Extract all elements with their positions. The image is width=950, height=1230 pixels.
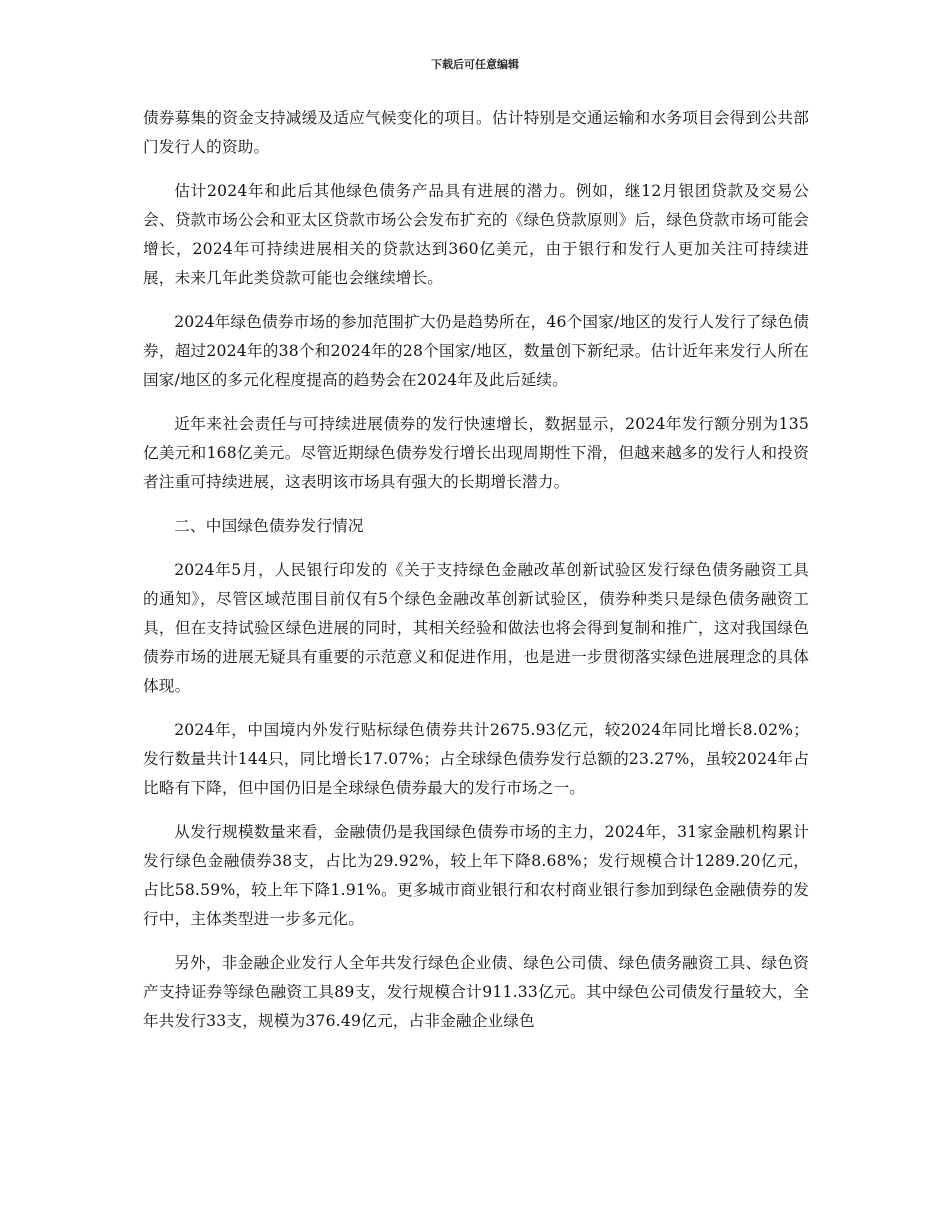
paragraph-1: 债券募集的资金支持减缓及适应气候变化的项目。估计特别是交通运输和水务项目会得到公共部门发行人的资助。 bbox=[143, 109, 809, 156]
paragraph-4: 近年来社会责任与可持续进展债券的发行快速增长，数据显示，2024年发行额分别为135亿美元和168亿美元。尽管近期绿色债券发行增长出现周期性下滑，但越来越多的发行人和投资者注重可持续进展，这表明该市场具有强大的长期增长潜力。 bbox=[143, 415, 809, 491]
paragraph-3: 2024年绿色债券市场的参加范围扩大仍是趋势所在，46个国家/地区的发行人发行了绿色债券，超过2024年的38个和2024年的28个国家/地区，数量创下新纪录。估计近年来发行人所在国家/地区的多元化程度提高的趋势会在2024年及此后延续。 bbox=[143, 313, 809, 389]
paragraph-2: 估计2024年和此后其他绿色债务产品具有进展的潜力。例如，继12月银团贷款及交易公会、贷款市场公会和亚太区贷款市场公会发布扩充的《绿色贷款原则》后，绿色贷款市场可能会增长，2024年可持续进展相关的贷款达到360亿美元，由于银行和发行人更加关注可持续进展，未来几年此类贷款可能也会继续增长。 bbox=[143, 182, 809, 287]
document-body bbox=[143, 104, 809, 1051]
paragraph-7: 从发行规模数量来看，金融债仍是我国绿色债券市场的主力，2024年，31家金融机构累计发行绿色金融债券38支，占比为29.92%，较上年下降8.68%；发行规模合计1289.20亿元，占比58.59%，较上年下降1.91%。更多城市商业银行和农村商业银行参加到绿色金融债券的发行中，主体类型进一步多元化。 bbox=[143, 823, 809, 928]
paragraph-6: 2024年，中国境内外发行贴标绿色债券共计2675.93亿元，较2024年同比增长8.02%；发行数量共计144只，同比增长17.07%；占全球绿色债券发行总额的23.27%，虽较2024年占比略有下降，但中国仍旧是全球绿色债券最大的发行市场之一。 bbox=[143, 721, 809, 797]
page-header: 下载后可任意编辑 bbox=[431, 58, 519, 71]
section-heading: 二、中国绿色债券发行情况 bbox=[174, 517, 364, 535]
paragraph-5: 2024年5月，人民银行印发的《关于支持绿色金融改革创新试验区发行绿色债务融资工具的通知》，尽管区域范围目前仅有5个绿色金融改革创新试验区，债券种类只是绿色债务融资工具，但在支持试验区绿色进展的同时，其相关经验和做法也将会得到复制和推广，这对我国绿色债券市场的进展无疑具有重要的示范意义和促进作用，也是进一步贯彻落实绿色进展理念的具体体现。 bbox=[143, 561, 809, 695]
paragraph-8: 另外，非金融企业发行人全年共发行绿色企业债、绿色公司债、绿色债务融资工具、绿色资产支持证券等绿色融资工具89支，发行规模合计911.33亿元。其中绿色公司债发行量较大，全年共发行33支，规模为376.49亿元，占非金融企业绿色 bbox=[143, 954, 809, 1030]
